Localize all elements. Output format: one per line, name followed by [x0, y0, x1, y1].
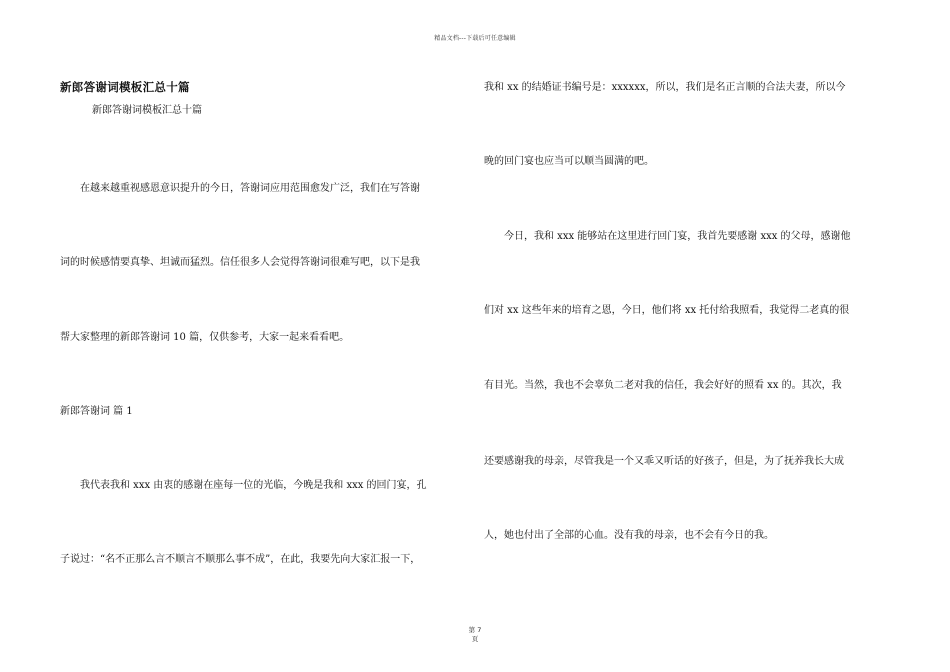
paragraph-line: 词的时候感情要真挚、坦诚而猛烈。信任很多人会觉得答谢词很难写吧，以下是我 [60, 257, 420, 268]
paragraph-line: 在越来越重视感恩意识提升的今日，答谢词应用范围愈发广泛，我们在写答谢 [80, 183, 420, 194]
paragraph-line: 有目光。当然，我也不会辜负二老对我的信任，我会好好的照看 xx 的。其次，我 [484, 380, 842, 391]
paragraph-line: 们对 xx 这些年来的培育之恩，今日，他们将 xx 托付给我照看，我觉得二老真的很 [484, 305, 850, 316]
paragraph-line: 我和 xx 的结婚证书编号是：xxxxxx，所以，我们是名正言顺的合法夫妻，所以今 [484, 82, 846, 93]
section-heading: 新郎答谢词 篇 1 [60, 406, 133, 417]
document-title: 新郎答谢词模板汇总十篇 [60, 80, 190, 94]
paragraph-line: 今日，我和 xxx 能够站在这里进行回门宴，我首先要感谢 xxx 的父母，感谢他 [504, 231, 851, 242]
paragraph-line: 子说过：“名不正那么言不顺言不顺那么事不成”，在此，我要先向大家汇报一下， [60, 554, 421, 565]
paragraph-line: 人，她也付出了全部的心血。没有我的母亲，也不会有今日的我。 [484, 530, 774, 541]
page-number-suffix: 页 [471, 635, 479, 643]
page-number: 第 7 [468, 626, 482, 634]
paragraph-line: 帮大家整理的新郎答谢词 10 篇，仅供参考，大家一起来看看吧。 [60, 332, 350, 343]
paragraph-line: 我代表我和 xxx 由衷的感谢在座每一位的光临，今晚是我和 xxx 的回门宴，孔 [80, 480, 427, 491]
header-note: 精品文档---下载后可任意编辑 [434, 35, 516, 42]
paragraph-line: 还要感谢我的母亲，尽管我是一个又乖又听话的好孩子，但是，为了抚养我长大成 [484, 456, 844, 467]
paragraph-line: 晚的回门宴也应当可以顺当圆满的吧。 [484, 156, 654, 167]
document-subtitle: 新郎答谢词模板汇总十篇 [92, 105, 202, 116]
